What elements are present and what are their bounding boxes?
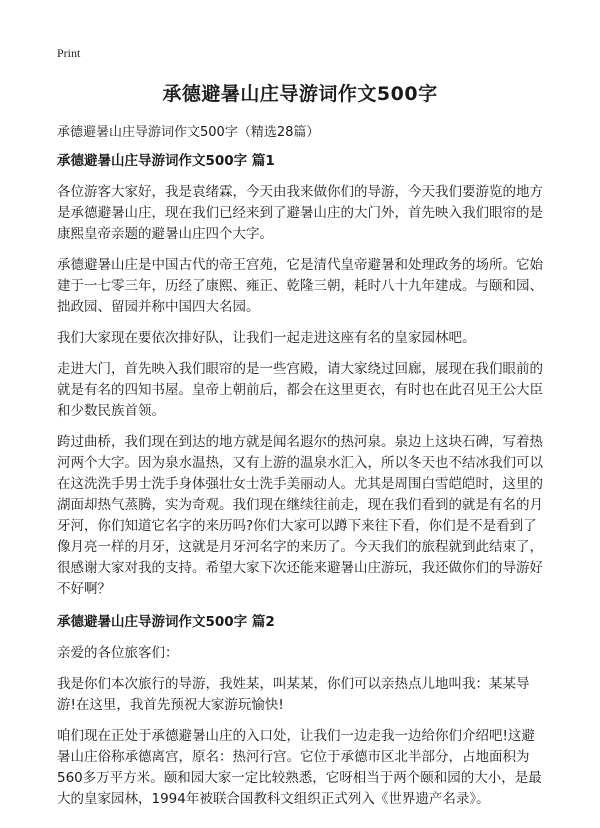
paragraph: 承德避暑山庄是中国古代的帝王宫苑，它是清代皇帝避暑和处理政务的场所。它始建于一七零三年，历经了康熙、雍正、乾隆三朝，耗时八十九年建成。与颐和园、拙政园、留园并称中国四大名园。 xyxy=(57,257,543,315)
document-subtitle: 承德避暑山庄导游词作文500字（精选28篇） xyxy=(57,125,320,140)
document-body xyxy=(57,151,547,820)
section-1 xyxy=(57,151,547,600)
paragraph: 走进大门，首先映入我们眼帘的是一些宫殿，请大家绕过回廊，展现在我们眼前的就是有名的四知书屋。皇帝上朝前后，都会在这里更衣，有时也在此召见王公大臣和少数民族首领。 xyxy=(57,361,543,419)
section-2 xyxy=(57,612,547,810)
paragraph: 跨过曲桥，我们现在到达的地方就是闻名遐尔的热河泉。泉边上这块石碑，写着热河两个大字。因为泉水温热，又有上游的温泉水汇入，所以冬天也不结冰我们可以在这洗洗手男士洗手身体强壮女士洗手美丽动人。尤其是周围白雪皑皑时，这里的湖面却热气蒸腾，实为奇观。我们现在继续往前走，现在我们看到的就是有名的月牙河，你们知道它名字的来历吗?你们大家可以蹲下来往下看，你们是不是看到了像月亮一样的月牙，这就是月牙河名字的来历了。今天我们的旅程就到此结束了，很感谢大家对我的支持。希望大家下次还能来避暑山庄游玩，我还做你们的导游好不好啊？ xyxy=(57,434,543,597)
paragraph: 各位游客大家好，我是袁绪霖，今天由我来做你们的导游，今天我们要游览的地方是承德避暑山庄，现在我们已经来到了避暑山庄的大门外，首先映入我们眼帘的是康熙皇帝亲题的避暑山庄四个大字。 xyxy=(57,184,543,242)
paragraph: 咱们现在正处于承德避暑山庄的入口处，让我们一边走我一边给你们介绍吧!这避暑山庄俗称承德离宫，原名：热河行宫。它位于承德市区北半部分，占地面积为560多万平方米。颐和园大家一定比较熟悉，它呀相当于两个颐和园的大小，是最大的皇家园林，1994年被联合国教科文组织正式列入《世界遗产名录》。 xyxy=(57,728,542,807)
section-heading: 承德避暑山庄导游词作文500字 篇1 xyxy=(57,153,275,169)
paragraph: 亲爱的各位旅客们： xyxy=(57,645,179,661)
paragraph: 我是你们本次旅行的导游，我姓某，叫某某，你们可以亲热点儿地叫我：某某导游!在这里，我首先预祝大家游玩愉快! xyxy=(57,676,530,713)
print-label: Print xyxy=(57,46,81,60)
section-heading: 承德避暑山庄导游词作文500字 篇2 xyxy=(57,614,275,630)
paragraph: 我们大家现在要依次排好队，让我们一起走进这座有名的皇家园林吧。 xyxy=(57,330,476,346)
document-title: 承德避暑山庄导游词作文500字 xyxy=(162,83,438,105)
